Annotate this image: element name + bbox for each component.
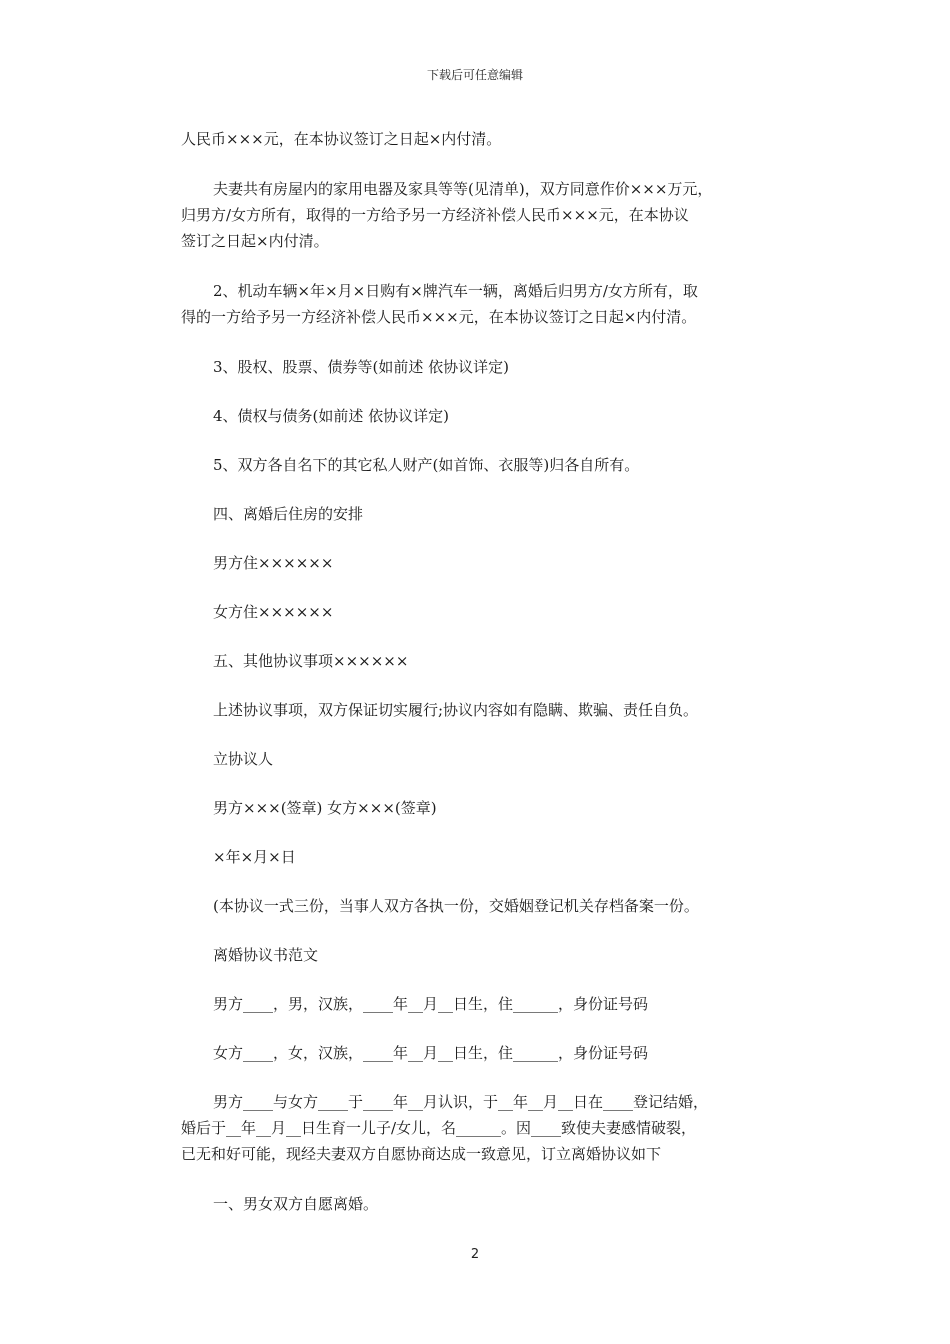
text-line: 男方____与女方____于____年__月认识，于__年__月__日在____登记结婚，	[213, 1093, 709, 1111]
section-heading: 一、男女双方自愿离婚。	[213, 1195, 379, 1213]
paragraph: 5、双方各自名下的其它私人财产(如首饰、衣服等)归各自所有。	[213, 456, 640, 474]
paragraph: 4、债权与债务(如前述 依协议详定)	[213, 407, 450, 425]
text-line: 得的一方给予另一方经济补偿人民币×××元，在本协议签订之日起×内付清。	[181, 308, 697, 326]
paragraph: 男方____，男，汉族，____年__月__日生，住______，身份证号码	[213, 995, 649, 1013]
section-heading: 五、其他协议事项××××××	[213, 652, 409, 670]
page-number: 2	[470, 1247, 480, 1262]
text-line: 夫妻共有房屋内的家用电器及家具等等(见清单)，双方同意作价×××万元，	[213, 180, 713, 198]
text-line: 已无和好可能，现经夫妻双方自愿协商达成一致意见，订立离婚协议如下	[181, 1145, 662, 1163]
text-line: 签订之日起×内付清。	[181, 232, 329, 250]
paragraph: 立协议人	[213, 750, 274, 768]
paragraph	[181, 176, 781, 254]
text-line: 归男方/女方所有，取得的一方给予另一方经济补偿人民币×××元，在本协议	[181, 206, 689, 224]
paragraph	[181, 278, 781, 330]
paragraph: 女方____，女，汉族，____年__月__日生，住______，身份证号码	[213, 1044, 649, 1062]
document-subtitle: 离婚协议书范文	[213, 946, 319, 964]
text-line: 人民币×××元，在本协议签订之日起×内付清。	[181, 130, 502, 148]
signature-line: 男方×××(签章) 女方×××(签章)	[213, 799, 437, 817]
paragraph: 3、股权、股票、债券等(如前述 依协议详定)	[213, 358, 510, 376]
document-body	[181, 126, 781, 1217]
paragraph: 女方住××××××	[213, 603, 334, 621]
paragraph	[181, 126, 781, 152]
text-line: 2、机动车辆×年×月×日购有×牌汽车一辆，离婚后归男方/女方所有，取	[213, 282, 698, 300]
paragraph: (本协议一式三份，当事人双方各执一份，交婚姻登记机关存档备案一份。	[213, 897, 699, 915]
paragraph	[181, 1089, 781, 1167]
paragraph: 上述协议事项，双方保证切实履行;协议内容如有隐瞒、欺骗、责任自负。	[213, 701, 699, 719]
text-line: 婚后于__年__月__日生育一儿子/女儿，名______。因____致使夫妻感情破裂，	[181, 1119, 697, 1137]
paragraph: 男方住××××××	[213, 554, 334, 572]
date-line: ×年×月×日	[213, 848, 296, 866]
section-heading: 四、离婚后住房的安排	[213, 505, 364, 523]
page-header: 下载后可任意编辑	[426, 68, 523, 82]
